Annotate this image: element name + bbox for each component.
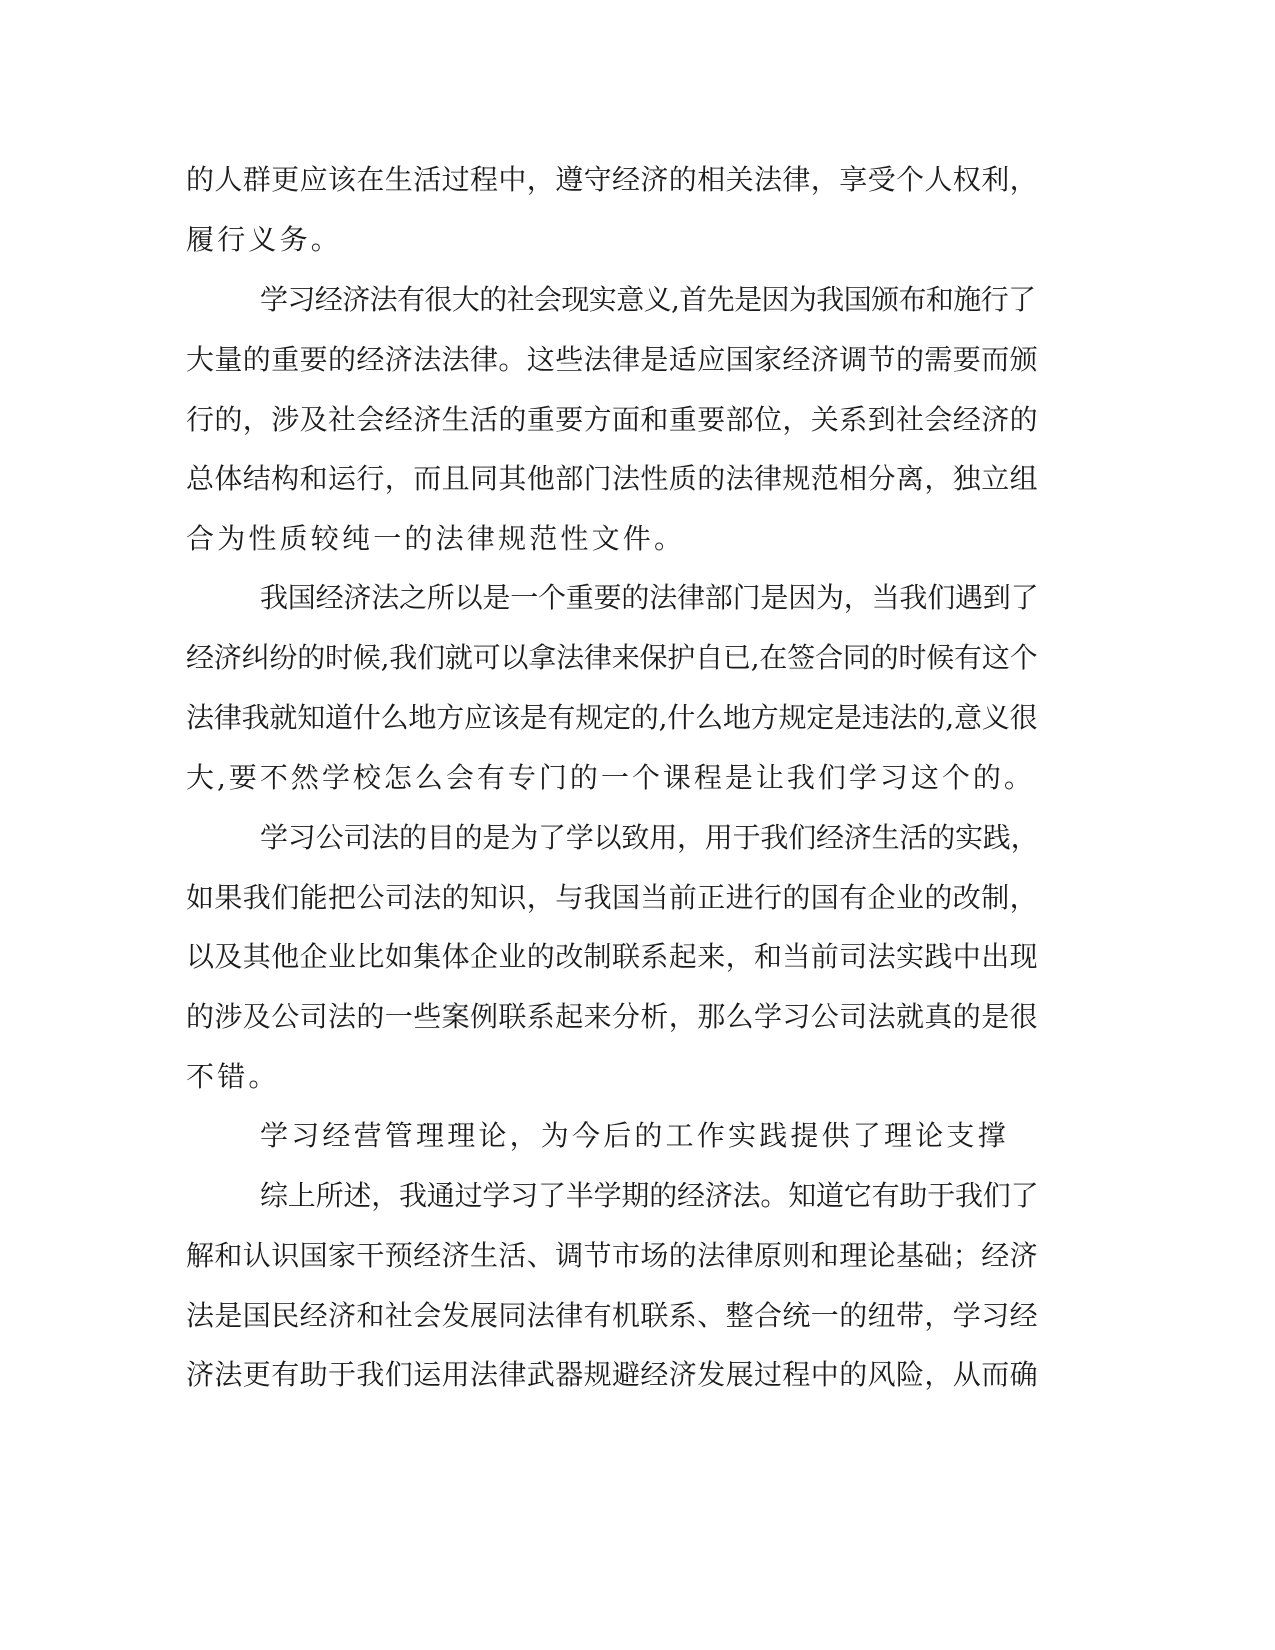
paragraph-first-line: 综上所述，我通过学习了半学期的经济法。知道它有助于我们了 xyxy=(260,1179,1039,1212)
text-line: 合为性质较纯一的法律规范性文件。 xyxy=(186,522,686,555)
text-line: 大,要不然学校怎么会有专门的一个课程是让我们学习这个的。 xyxy=(186,761,1035,794)
text-line: 大量的重要的经济法法律。这些法律是适应国家经济调节的需要而颁 xyxy=(186,343,1039,376)
text-line: 的人群更应该在生活过程中，遵守经济的相关法律，享受个人权利， xyxy=(186,163,1039,196)
text-line: 行的，涉及社会经济生活的重要方面和重要部位，关系到社会经济的 xyxy=(186,403,1039,436)
text-line: 不错。 xyxy=(186,1060,280,1093)
text-line: 济法更有助于我们运用法律武器规避经济发展过程中的风险，从而确 xyxy=(186,1358,1039,1391)
text-line: 的涉及公司法的一些案例联系起来分析，那么学习公司法就真的是很 xyxy=(186,1000,1039,1033)
text-line: 法是国民经济和社会发展同法律有机联系、整合统一的纽带，学习经 xyxy=(186,1299,1039,1332)
text-line: 总体结构和运行，而且同其他部门法性质的法律规范相分离，独立组 xyxy=(186,462,1039,495)
text-line: 履行义务。 xyxy=(186,223,343,256)
text-line: 经济纠纷的时候,我们就可以拿法律来保护自已,在签合同的时候有这个 xyxy=(186,641,1038,674)
paragraph-first-line: 学习经济法有很大的社会现实意义,首先是因为我国颁布和施行了 xyxy=(260,283,1036,316)
paragraph-first-line: 学习经营管理理论，为今后的工作实践提供了理论支撑 xyxy=(260,1119,1009,1152)
paragraph-first-line: 我国经济法之所以是一个重要的法律部门是因为，当我们遇到了 xyxy=(260,581,1039,614)
text-line: 法律我就知道什么地方应该是有规定的,什么地方规定是违法的,意义很 xyxy=(186,701,1038,734)
paragraph-first-line: 学习公司法的目的是为了学以致用，用于我们经济生活的实践， xyxy=(260,821,1039,854)
text-line: 以及其他企业比如集体企业的改制联系起来，和当前司法实践中出现 xyxy=(186,940,1039,973)
text-line: 如果我们能把公司法的知识，与我国当前正进行的国有企业的改制， xyxy=(186,881,1039,914)
text-line: 解和认识国家干预经济生活、调节市场的法律原则和理论基础；经济 xyxy=(186,1239,1039,1272)
